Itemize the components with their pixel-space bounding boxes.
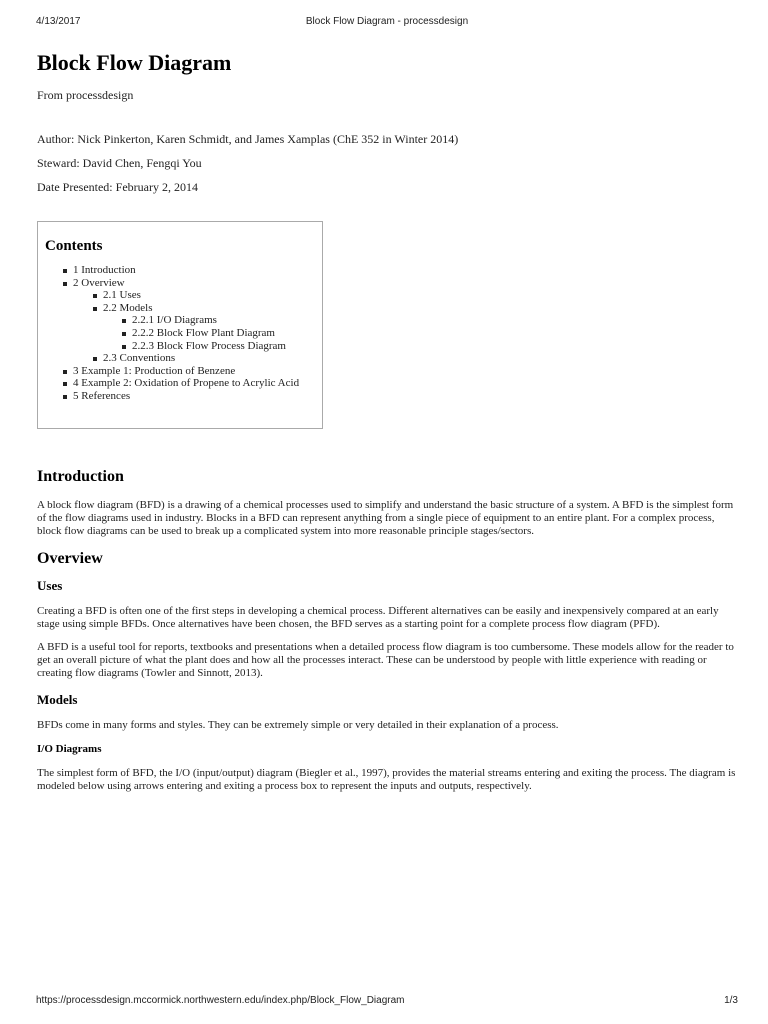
author-line: Author: Nick Pinkerton, Karen Schmidt, and James Xamplas (ChE 352 in Winter 2014) [37,132,459,146]
table-of-contents [37,221,323,429]
uses-heading: Uses [37,577,63,593]
io-diagrams-paragraph: The simplest form of BFD, the I/O (input/output) diagram (Biegler et al., 1997), provides the material streams entering and exiting the process. The diagram is modeled below using arrows entering and exiting a process box to represent the inputs and outputs, respectively. [37,766,736,793]
models-heading: Models [37,691,78,707]
toc-item[interactable]: 1 Introduction [45,264,322,277]
toc-item[interactable]: 2.2.1 I/O Diagrams [45,314,322,327]
toc-item[interactable]: 2.3 Conventions [45,352,322,365]
toc-item[interactable]: 4 Example 2: Oxidation of Propene to Acrylic Acid [45,377,322,390]
models-paragraph: BFDs come in many forms and styles. They can be extremely simple or very detailed in their explanation of a process. [37,718,559,731]
date-presented-line: Date Presented: February 2, 2014 [37,180,198,194]
toc-list [45,264,322,403]
toc-item[interactable]: 2.2.2 Block Flow Plant Diagram [45,327,322,340]
uses-paragraph-1: Creating a BFD is often one of the first steps in developing a chemical process. Different alternatives can be easily and inexpensively compared at an early stage using simple BFDs. Once alternatives have been chosen, the BFD serves as a starting point for a complete process flow diagram (PFD). [37,604,719,630]
toc-item[interactable]: 5 References [45,390,322,403]
print-header [36,16,738,30]
introduction-heading: Introduction [37,468,124,485]
io-diagrams-heading: I/O Diagrams [37,742,102,755]
toc-item[interactable]: 3 Example 1: Production of Benzene [45,365,322,378]
introduction-paragraph: A block flow diagram (BFD) is a drawing of a chemical processes used to simplify and understand the basic structure of a system. A BFD is the simplest form of the flow diagrams used in industry. Blocks in a BFD can represent anything from a single piece of equipment to an entire plant. For a complex process, block flow diagrams can be used to break up a complicated system into more reasonable principle stages/sectors. [37,499,734,538]
page-title: Block Flow Diagram [37,50,232,75]
from-subtitle: From processdesign [37,88,134,102]
toc-item[interactable]: 2.2 Models [45,302,322,315]
article-meta [37,131,737,195]
toc-item[interactable]: 2.2.3 Block Flow Process Diagram [45,340,322,353]
page-number: 1/3 [724,995,738,1006]
toc-title: Contents [45,238,103,254]
toc-item[interactable]: 2.1 Uses [45,289,322,302]
print-page-title: Block Flow Diagram - processdesign [305,16,469,27]
print-footer [36,995,738,1009]
steward-line: Steward: David Chen, Fengqi You [37,156,202,170]
print-date: 4/13/2017 [36,16,81,27]
toc-item[interactable]: 2 Overview [45,277,322,290]
uses-paragraph-2: A BFD is a useful tool for reports, textbooks and presentations when a detailed process flow diagram is too cumbersome. These models allow for the reader to get an overall picture of what the plant does and how all the processes interact. These can be understood by people with little experience with reading or creating flow diagrams (Towler and Sinnott, 2013). [37,641,734,680]
print-url: https://processdesign.mccormick.northwestern.edu/index.php/Block_Flow_Diagram [36,995,405,1006]
article-content [37,46,737,793]
overview-heading: Overview [37,549,103,567]
